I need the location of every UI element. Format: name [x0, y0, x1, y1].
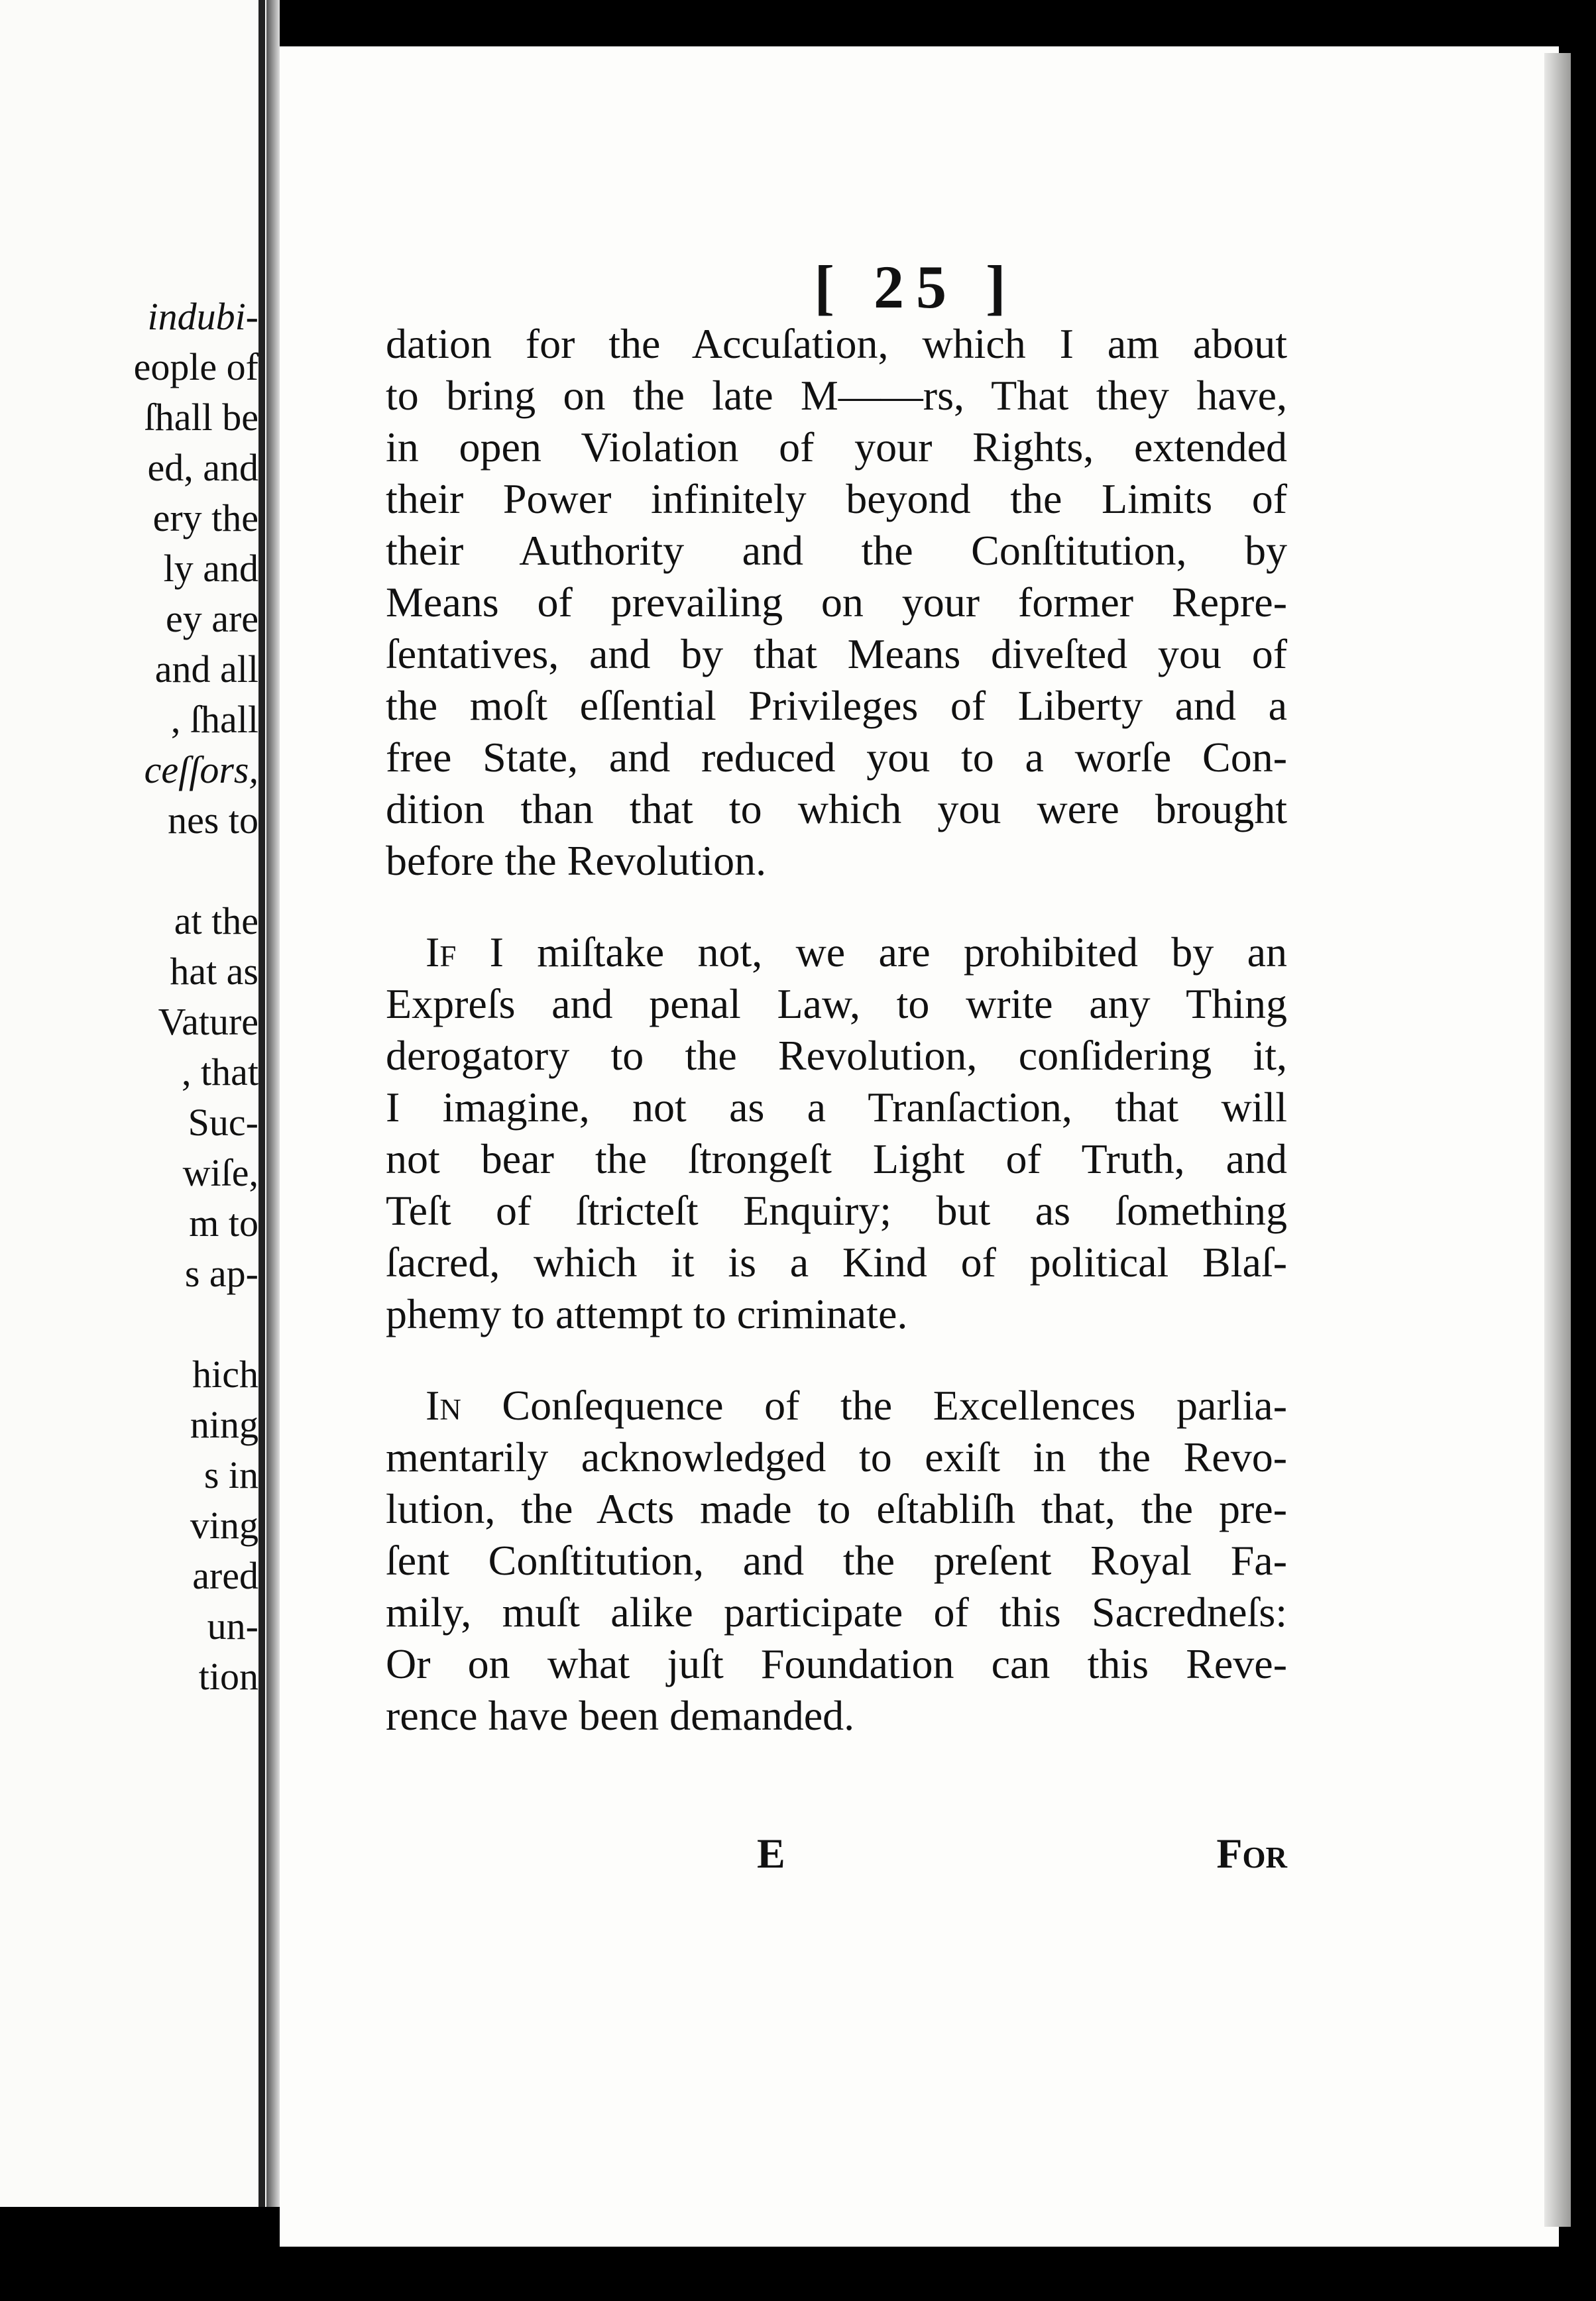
text-line: Or on what juſt Foundation can this Reve- [386, 1640, 1287, 1687]
text-line: their Power infinitely beyond the Limits of [386, 475, 1287, 522]
left-page-line: s ap- [184, 1252, 258, 1295]
paragraph-lead: In [426, 1382, 461, 1429]
left-page-text-fragment [0, 292, 258, 1702]
left-page-line: m to [189, 1202, 258, 1245]
text-line: lution, the Acts made to eſtabliſh that, the pre- [386, 1485, 1287, 1532]
left-page-line [0, 1299, 258, 1349]
text-fragment: Conſequence of the Excellences parlia- [461, 1382, 1287, 1429]
left-page-line: and all [154, 647, 258, 691]
text-line: not bear the ſtrongeſt Light of Truth, and [386, 1135, 1287, 1182]
left-page-line: hich [192, 1353, 258, 1396]
left-page-line: ly and [163, 547, 258, 590]
left-page-line: , that [182, 1050, 258, 1094]
left-page-line: ery the [152, 496, 258, 539]
text-line: Expreſs and penal Law, to write any Thing [386, 980, 1287, 1027]
left-page-line: ed, and [147, 446, 258, 489]
left-page-line: ving [190, 1504, 258, 1547]
text-line: mentarily acknowledged to exiſt in the Revo- [386, 1433, 1287, 1481]
left-page-line: , ſhall [170, 698, 258, 741]
text-line: their Authority and the Conſtitution, by [386, 527, 1287, 574]
left-page-edge [258, 0, 265, 2207]
left-page-line: Vature [158, 1000, 258, 1043]
paragraph-1 [386, 318, 1287, 887]
text-line: before the Revolution. [386, 837, 767, 884]
left-page-line: ceſſors, [144, 748, 258, 791]
paragraph-3 [386, 1380, 1287, 1431]
left-page-line: ey are [165, 597, 258, 640]
page-footer [386, 1829, 1287, 1889]
text-line: mily, muſt alike participate of this Sacredneſs: [386, 1589, 1287, 1636]
text-line: in open Violation of your Rights, extended [386, 423, 1287, 471]
left-page-line: indubi- [147, 295, 258, 338]
main-page [280, 46, 1559, 2247]
page-number: [ 25 ] [814, 253, 1018, 321]
left-page-line: hat as [170, 950, 258, 993]
left-page-line: s in [203, 1453, 258, 1496]
left-page-line [0, 846, 258, 896]
paragraph-lead: If [426, 928, 457, 976]
text-line-first [426, 1380, 1287, 1431]
text-line: dation for the Accuſation, which I am about [386, 320, 1287, 367]
left-page-line: at the [174, 899, 258, 942]
text-line: Means of prevailing on your former Repre- [386, 579, 1287, 626]
signature-mark: E [757, 1830, 785, 1877]
text-line: Teſt of ſtricteſt Enquiry; but as ſomething [386, 1187, 1287, 1234]
body-text [386, 318, 1287, 1742]
text-line: to bring on the late M——rs, That they have, [386, 372, 1287, 419]
text-line: I imagine, not as a Tranſaction, that will [386, 1084, 1287, 1131]
left-page-line: ſhall be [144, 396, 258, 439]
catchword: For [1216, 1830, 1287, 1877]
left-page-line: ared [192, 1554, 258, 1597]
left-page-line: nes to [168, 799, 258, 842]
page-edge-shadow [1544, 53, 1571, 2227]
left-page-line: eople of [133, 345, 258, 388]
text-line: ſacred, which it is a Kind of political Blaſ- [386, 1239, 1287, 1286]
text-fragment: I miſtake not, we are prohibited by an [456, 928, 1287, 976]
left-page-line: wiſe, [182, 1151, 258, 1194]
left-facing-page [0, 0, 266, 2207]
text-line: phemy to attempt to criminate. [386, 1290, 908, 1337]
text-line: derogatory to the Revolution, conſidering it, [386, 1032, 1287, 1079]
text-line: the moſt eſſential Privileges of Liberty and a [386, 682, 1287, 729]
paragraph-2 [386, 926, 1287, 978]
left-page-line: Suc- [188, 1101, 258, 1144]
text-line: ſent Conſtitution, and the preſent Royal Fa- [386, 1537, 1287, 1584]
left-page-line: un- [207, 1604, 258, 1648]
text-line: free State, and reduced you to a worſe Con- [386, 734, 1287, 781]
book-gutter [266, 0, 280, 2207]
left-page-line: tion [198, 1655, 258, 1698]
text-line-first [426, 926, 1287, 978]
text-line: dition than that to which you were brought [386, 785, 1287, 832]
text-line: ſentatives, and by that Means diveſted you of [386, 630, 1287, 677]
left-page-line: ning [190, 1403, 258, 1446]
text-line: rence have been demanded. [386, 1692, 855, 1739]
